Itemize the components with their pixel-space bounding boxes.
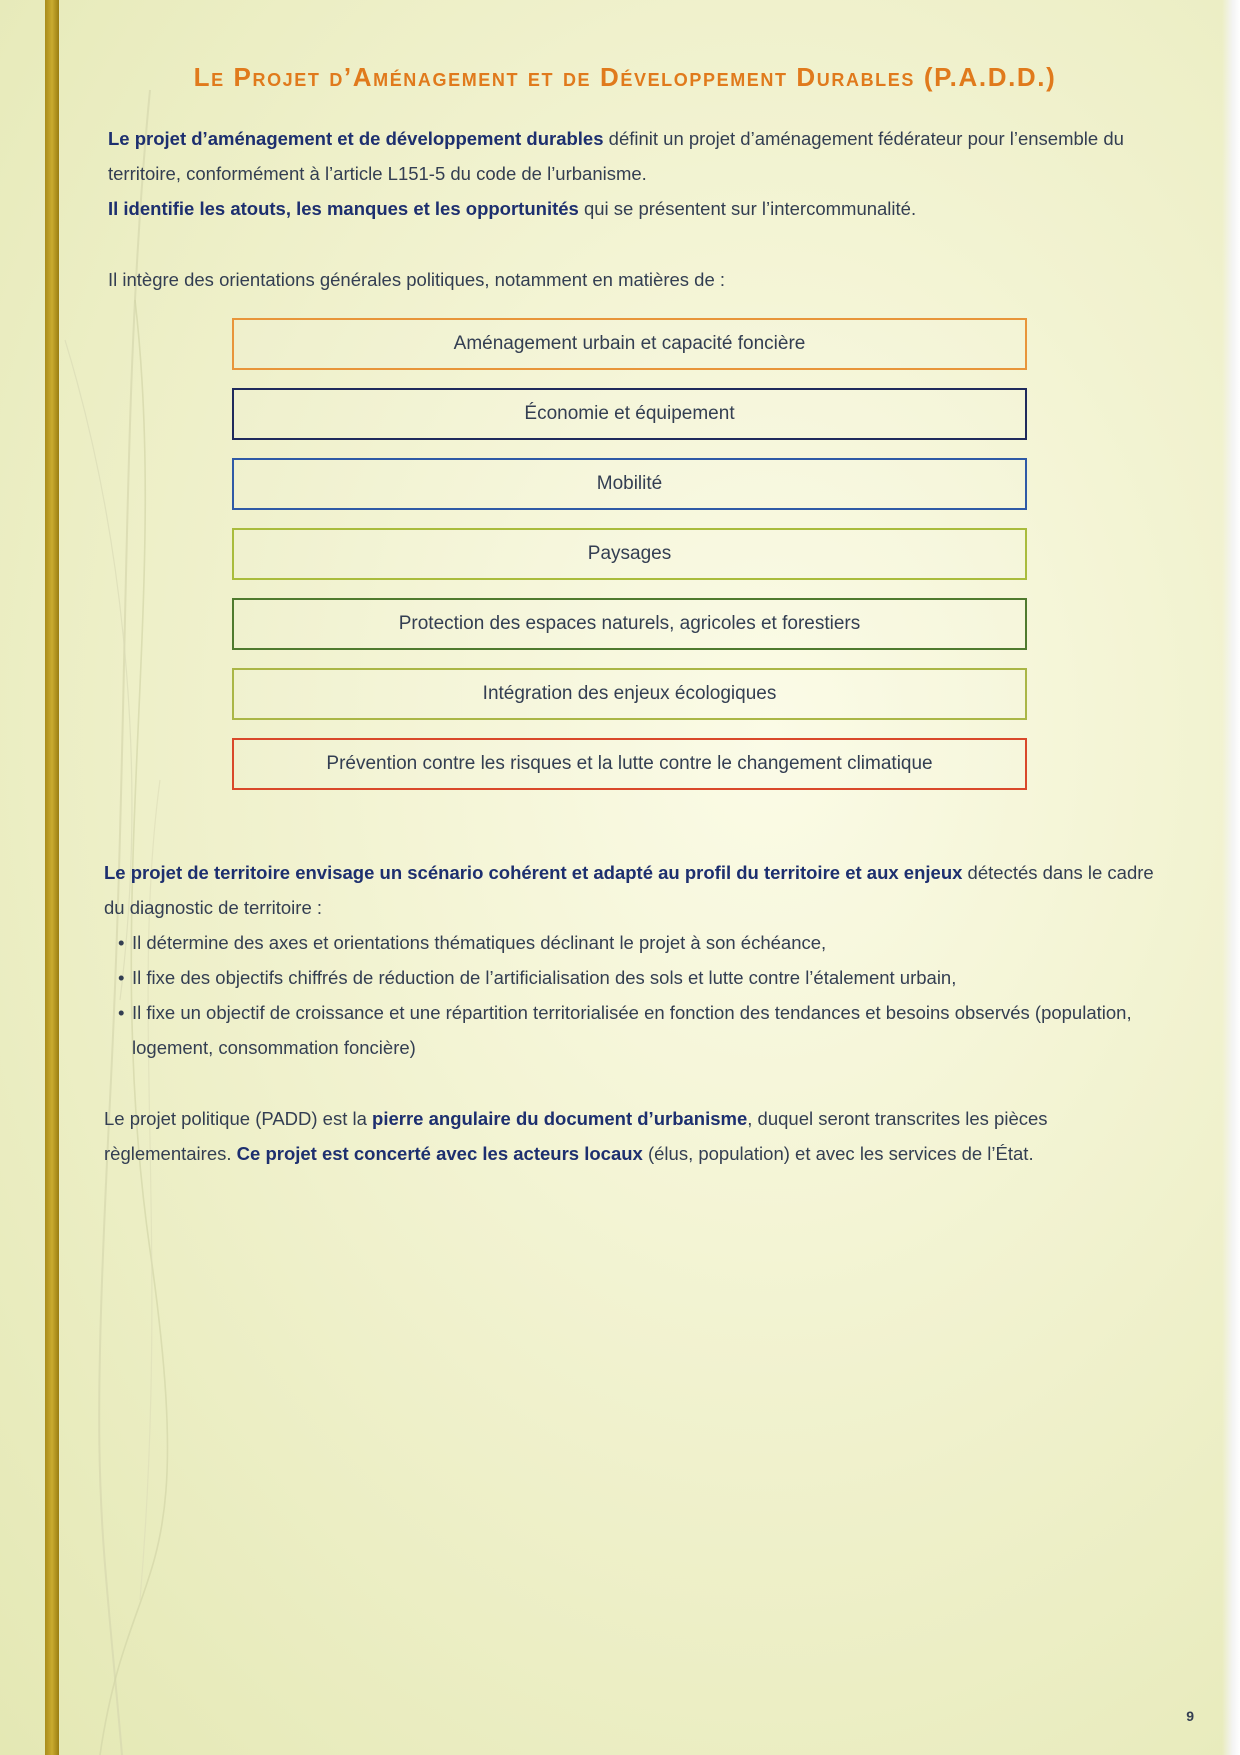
intro-text-1: définit un projet d’aménagement fédérateur pour l’ensemble du territoire, conformément à l’article L151-5 du code de l’urbanisme.	[108, 128, 1124, 184]
theme-box	[232, 668, 1027, 720]
intro-bold-1: Le projet d’aménagement et de développement durables	[108, 128, 604, 149]
closing-paragraph	[104, 1101, 1164, 1171]
scenario-section	[104, 855, 1164, 1065]
theme-box	[232, 598, 1027, 650]
scenario-intro	[104, 855, 1164, 925]
theme-box	[232, 528, 1027, 580]
intro-sentence-2	[108, 191, 1158, 226]
scenario-text: détectés dans le cadre du diagnostic de territoire :	[104, 862, 1154, 918]
intro-sentence-1	[108, 121, 1158, 191]
theme-box	[232, 458, 1027, 510]
theme-box	[232, 388, 1027, 440]
theme-label: Mobilité	[596, 473, 663, 494]
page-title: Le Projet d’Aménagement et de Développement Durables (P.A.D.D.)	[193, 62, 1057, 92]
closing-text-2: , duquel seront transcrites les pièces règlementaires.	[104, 1108, 1048, 1164]
theme-box	[232, 318, 1027, 370]
list-item: • Il fixe un objectif de croissance et une répartition territorialisée en fonction des tendances et besoins observés (population, logement, consommation foncière)	[118, 995, 1164, 1065]
theme-label: Paysages	[587, 543, 672, 564]
closing-text-1: Le projet politique (PADD) est la	[104, 1108, 373, 1129]
orientations-intro: Il intègre des orientations générales politiques, notamment en matières de :	[108, 269, 726, 290]
theme-box	[232, 738, 1027, 790]
closing-text-3: (élus, population) et avec les services de l’État.	[642, 1143, 1034, 1164]
scenario-bullet-list	[104, 925, 1164, 1065]
intro-text-2: qui se présentent sur l’intercommunalité.	[578, 198, 917, 219]
list-item: • Il détermine des axes et orientations thématiques déclinant le projet à son échéance,	[118, 925, 1164, 960]
page-number: 9	[1186, 1708, 1194, 1724]
theme-label: Économie et équipement	[524, 403, 735, 424]
closing-bold-1: pierre angulaire du document d’urbanisme	[372, 1108, 748, 1129]
page-edge-shadow	[1222, 0, 1240, 1755]
theme-label: Prévention contre les risques et la lutte contre le changement climatique	[326, 753, 933, 774]
scenario-bold: Le projet de territoire envisage un scénario cohérent et adapté au profil du territoire et aux enjeux	[104, 862, 963, 883]
theme-label: Intégration des enjeux écologiques	[482, 683, 777, 704]
gold-margin-bar	[45, 0, 59, 1755]
theme-label: Aménagement urbain et capacité foncière	[453, 333, 806, 354]
intro-paragraph	[108, 121, 1158, 226]
themes-list	[232, 318, 1027, 808]
theme-label: Protection des espaces naturels, agricoles et forestiers	[398, 613, 861, 634]
closing-bold-2: Ce projet est concerté avec les acteurs locaux	[236, 1143, 643, 1164]
list-item: • Il fixe des objectifs chiffrés de réduction de l’artificialisation des sols et lutte contre l’étalement urbain,	[118, 960, 1164, 995]
intro-bold-2: Il identifie les atouts, les manques et les opportunités	[108, 198, 579, 219]
